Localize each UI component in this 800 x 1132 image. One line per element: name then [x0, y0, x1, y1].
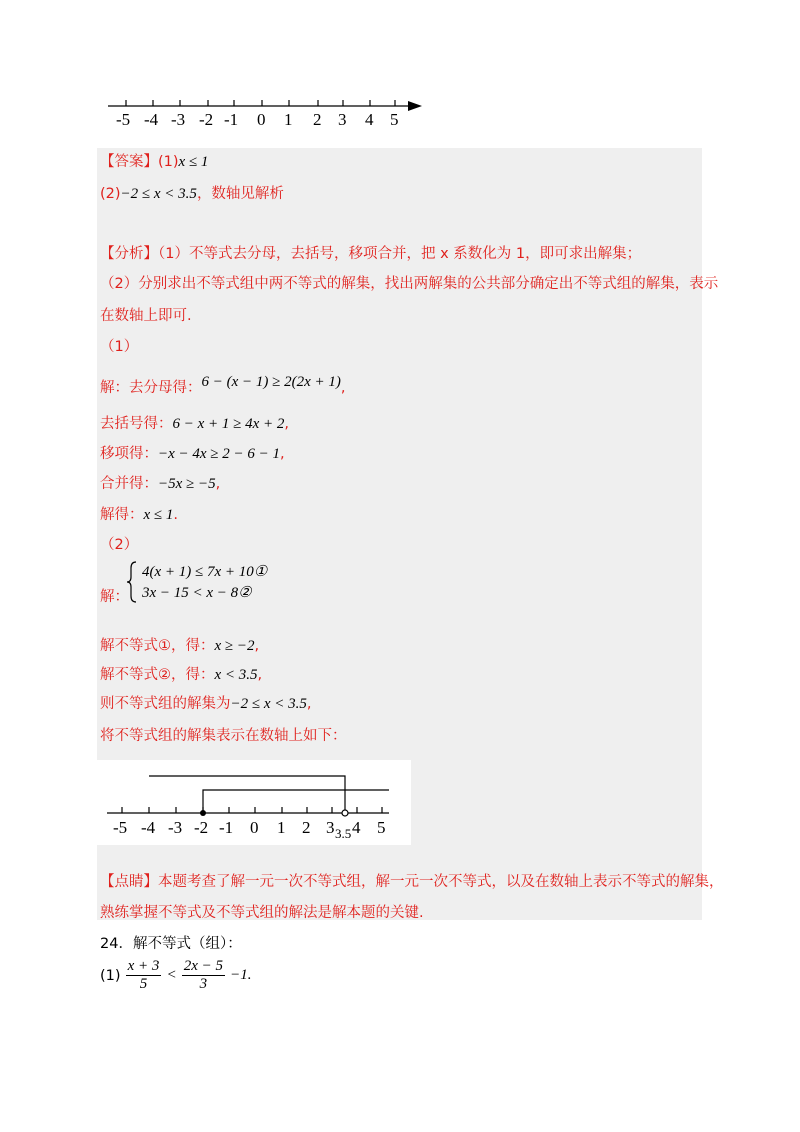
part1-step2: 去括号得：6 − x + 1 ≥ 4x + 2, [100, 416, 290, 432]
step-label: 解不等式②，得： [100, 667, 215, 683]
step-label: 解不等式①，得： [100, 638, 215, 654]
fraction-rhs [182, 958, 225, 993]
region-x-less-3.5 [149, 776, 345, 813]
part-number: (1) [100, 967, 121, 984]
part2-result-2: 解不等式②，得：x < 3.5, [100, 667, 263, 683]
step-label: 移项得： [100, 446, 158, 462]
top-number-line [100, 90, 430, 135]
problem-24-title: 24．解不等式（组）： [100, 936, 242, 952]
tick-label: 0 [257, 110, 266, 129]
answer-line-2 [100, 182, 284, 203]
tick-label: 2 [302, 818, 311, 837]
step-math: 6 − (x − 1) ≥ 2(2x + 1) [201, 374, 341, 390]
tick-label: 2 [313, 110, 322, 129]
problem-24-part-1 [100, 958, 251, 993]
analysis-line-2: （2）分别求出不等式组中两不等式的解集，找出两解集的公共部分确定出不等式组的解集，表示 [100, 276, 719, 292]
system-brace-icon [126, 560, 140, 604]
tick-label: -5 [116, 110, 131, 129]
tick-label: 4 [352, 818, 361, 837]
analysis-line-3: 在数轴上即可. [100, 308, 192, 324]
answer-line-1 [100, 150, 208, 171]
fraction-lhs [126, 958, 162, 993]
part2-heading: （2） [100, 537, 139, 553]
part1-step3: 移项得：−x − 4x ≥ 2 − 6 − 1, [100, 446, 285, 462]
step-math: x < 3.5 [214, 667, 258, 683]
step-label: 解得： [100, 507, 144, 523]
system-line-1: 4(x + 1) ≤ 7x + 10① [142, 564, 268, 580]
answer-tail: ，数轴见解析 [196, 186, 284, 202]
tick-label: -1 [219, 818, 234, 837]
system-line-2: 3x − 15 < x − 8② [142, 585, 252, 601]
part1-step4: 合并得：−5x ≥ −5, [100, 476, 221, 492]
tick-label: -4 [141, 818, 156, 837]
answer-tag: 【答案】 [100, 154, 158, 170]
comment-tag: 【点睛】 [100, 874, 158, 890]
tick-label: 1 [277, 818, 286, 837]
rhs-tail: −1. [230, 967, 252, 983]
part2-result-3: 则不等式组的解集为−2 ≤ x < 3.5, [100, 696, 312, 712]
part1-step1: 解：去分母得：6 − (x − 1) ≥ 2(2x + 1), [100, 374, 346, 396]
part2-result-4: 将不等式组的解集表示在数轴上如下： [100, 728, 347, 744]
open-point-icon [342, 810, 348, 816]
tick-label: 4 [365, 110, 374, 129]
tick-label: 3 [338, 110, 347, 129]
part2-label: 解： [100, 589, 129, 605]
closed-point-icon [200, 810, 206, 816]
denominator: 5 [139, 976, 148, 992]
step-label: 则不等式组的解集为 [100, 696, 231, 712]
step-math: −2 ≤ x < 3.5 [230, 696, 307, 712]
comment-line-2: 熟练掌握不等式及不等式组的解法是解本题的关键. [100, 905, 424, 921]
denominator: 3 [199, 976, 208, 992]
step-label: 去括号得： [100, 416, 173, 432]
comment-line-1 [100, 870, 724, 891]
step-math: −5x ≥ −5 [158, 476, 216, 492]
arrow-right-icon [408, 101, 422, 111]
answer-math: −2 ≤ x < 3.5 [120, 186, 197, 202]
marker-label: 3.5 [335, 826, 352, 841]
step-math: x ≤ 1 [143, 507, 174, 523]
step-label: 解：去分母得： [100, 380, 202, 396]
solution-number-line [97, 760, 411, 845]
tick-label: -2 [194, 818, 209, 837]
comment-text: 本题考查了解一元一次不等式组，解一元一次不等式，以及在数轴上表示不等式的解集， [158, 874, 724, 890]
tick-label: -3 [171, 110, 186, 129]
answer-math: x ≤ 1 [178, 154, 209, 170]
tick-label: 5 [390, 110, 399, 129]
tick-label: 5 [377, 818, 386, 837]
numerator: 2x − 5 [183, 958, 224, 974]
tick-label: 1 [284, 110, 293, 129]
analysis-text: （1）不等式去分母，去括号，移项合并，把 x 系数化为 1，即可求出解集； [158, 246, 642, 262]
tick-label: 0 [250, 818, 259, 837]
analysis-tag: 【分析】 [100, 246, 158, 262]
step-math: −x − 4x ≥ 2 − 6 − 1 [158, 446, 281, 462]
step-math: 6 − x + 1 ≥ 4x + 2 [172, 416, 285, 432]
tick-label: 3 [326, 818, 335, 837]
part1-heading: （1） [100, 339, 139, 355]
numerator: x + 3 [127, 958, 160, 974]
tick-label: -3 [168, 818, 183, 837]
relation: < [166, 967, 177, 983]
tick-label: -2 [199, 110, 214, 129]
region-x-ge-neg2 [203, 790, 389, 813]
tick-label: -4 [144, 110, 159, 129]
tick-label: -5 [113, 818, 128, 837]
answer-part-number: (2) [100, 186, 121, 202]
tick-label: -1 [224, 110, 239, 129]
part2-result-1: 解不等式①，得：x ≥ −2, [100, 638, 260, 654]
analysis-line-1 [100, 242, 641, 263]
step-math: x ≥ −2 [214, 638, 255, 654]
step-label: 合并得： [100, 476, 158, 492]
answer-part-number: (1) [158, 154, 179, 170]
part1-step5: 解得：x ≤ 1. [100, 507, 178, 523]
